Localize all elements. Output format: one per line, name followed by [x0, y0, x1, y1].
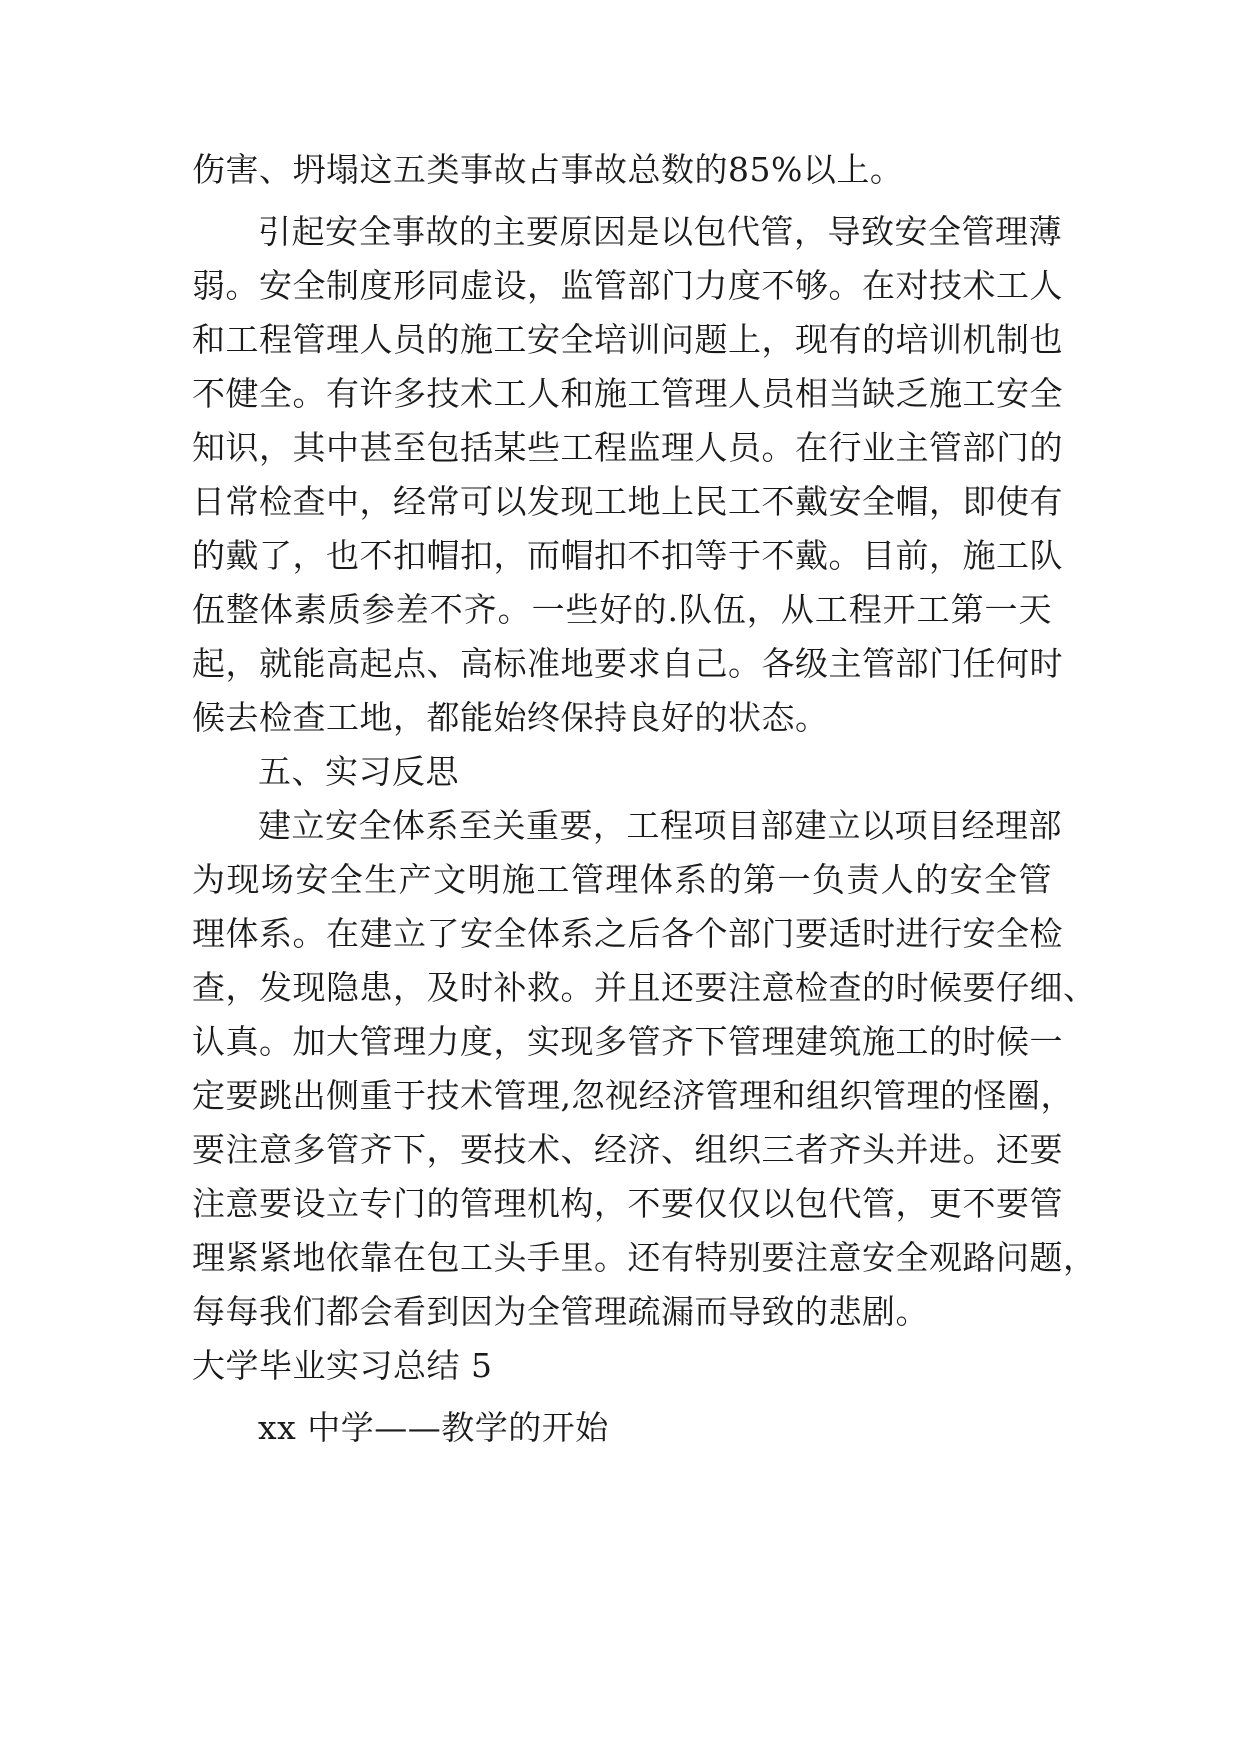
text-line-18: 定要跳出侧重于技术管理,忽视经济管理和组织管理的怪圈，	[192, 1076, 1074, 1115]
text-line-10: 起，就能高起点、高标准地要求自己。各级主管部门任何时	[192, 644, 1063, 683]
text-line-14: 为现场安全生产文明施工管理体系的第一负责人的安全管	[192, 860, 1052, 899]
text-line-4: 和工程管理人员的施工安全培训问题上，现有的培训机制也	[192, 320, 1063, 359]
subtitle: xx 中学——教学的开始	[258, 1408, 609, 1447]
text-line-6: 知识，其中甚至包括某些工程监理人员。在行业主管部门的	[192, 428, 1063, 467]
paragraph-first-line: 建立安全体系至关重要，工程项目部建立以项目经理部	[258, 806, 1062, 845]
paragraph-first-line: 引起安全事故的主要原因是以包代管，导致安全管理薄	[258, 212, 1062, 251]
document-title: 大学毕业实习总结 5	[192, 1346, 493, 1385]
text-line-20: 注意要设立专门的管理机构，不要仅仅以包代管，更不要管	[192, 1184, 1063, 1223]
text-line-17: 认真。加大管理力度，实现多管齐下管理建筑施工的时候一	[192, 1022, 1063, 1061]
text-line-19: 要注意多管齐下，要技术、经济、组织三者齐头并进。还要	[192, 1130, 1063, 1169]
text-line-16: 查，发现隐患，及时补救。并且还要注意检查的时候要仔细、	[192, 968, 1097, 1007]
section-heading: 五、实习反思	[258, 752, 459, 791]
text-line-11: 候去检查工地，都能始终保持良好的状态。	[192, 698, 829, 737]
text-line-9: 伍整体素质参差不齐。一些好的.队伍，从工程开工第一天	[192, 590, 1052, 629]
text-line-8: 的戴了，也不扣帽扣，而帽扣不扣等于不戴。目前，施工队	[192, 536, 1063, 575]
text-line-7: 日常检查中，经常可以发现工地上民工不戴安全帽，即使有	[192, 482, 1063, 521]
text-line-1: 伤害、坍塌这五类事故占事故总数的85%以上。	[192, 150, 904, 189]
text-line-15: 理体系。在建立了安全体系之后各个部门要适时进行安全检	[192, 914, 1063, 953]
text-line-21: 理紧紧地依靠在包工头手里。还有特别要注意安全观路问题，	[192, 1238, 1097, 1277]
text-line-22: 每每我们都会看到因为全管理疏漏而导致的悲剧。	[192, 1292, 929, 1331]
text-line-5: 不健全。有许多技术工人和施工管理人员相当缺乏施工安全	[192, 374, 1063, 413]
text-line-3: 弱。安全制度形同虚设，监管部门力度不够。在对技术工人	[192, 266, 1063, 305]
